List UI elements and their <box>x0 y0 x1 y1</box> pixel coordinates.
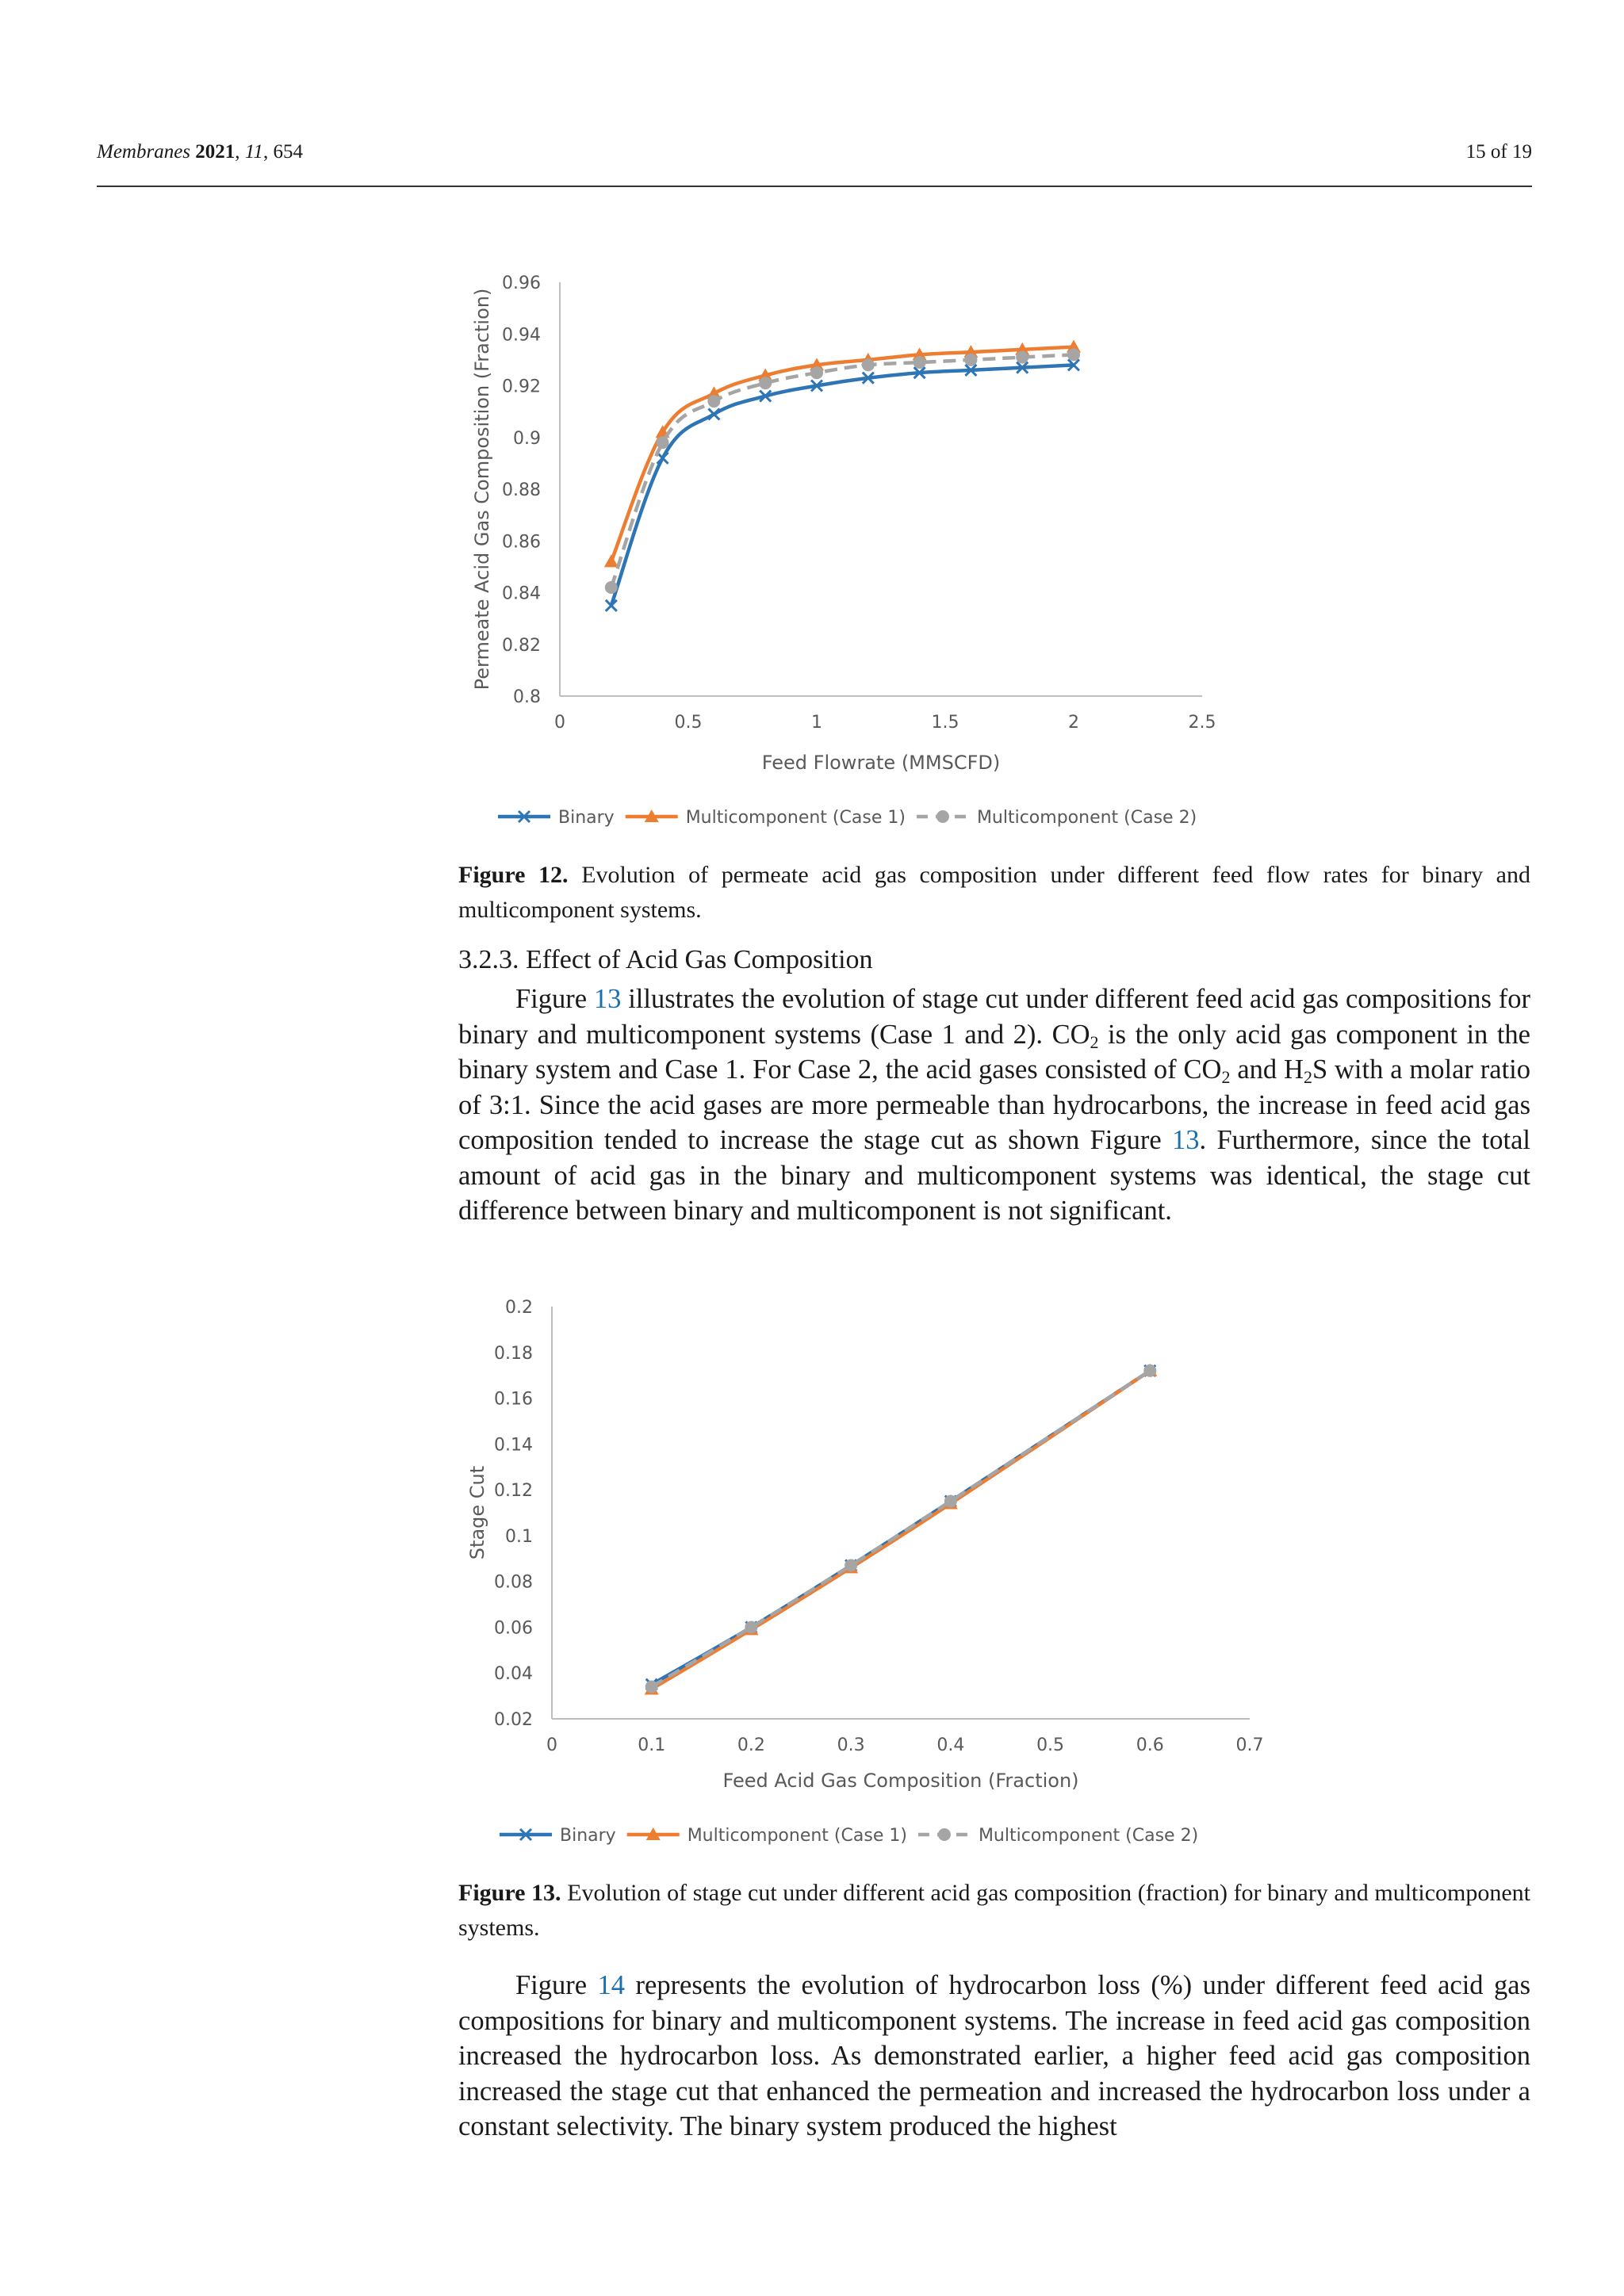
x-tick-label: 0.4 <box>936 1735 965 1755</box>
x-tick-label: 0 <box>554 713 565 733</box>
figure-12-svg <box>428 262 1269 840</box>
data-point <box>708 408 719 419</box>
legend-label: Multicomponent (Case 1) <box>687 1826 907 1846</box>
data-point <box>759 377 772 389</box>
figure-13-svg <box>428 1284 1269 1863</box>
section-heading: 3.2.3. Effect of Acid Gas Composition <box>458 945 873 974</box>
x-tick-label: 0.2 <box>737 1735 765 1755</box>
figure-13-link-2[interactable]: 13 <box>1172 1125 1200 1155</box>
data-point <box>944 1495 957 1508</box>
figure-12-caption <box>458 858 1530 928</box>
y-tick-label: 0.92 <box>502 377 541 397</box>
page-header <box>97 141 1532 187</box>
figure-14-link[interactable]: 14 <box>597 1970 626 2000</box>
y-tick-label: 0.16 <box>494 1389 533 1410</box>
figure-12-label: Figure 12. <box>458 862 569 888</box>
series-line <box>611 354 1074 587</box>
y-tick-label: 0.82 <box>502 635 541 656</box>
x-tick-label: 2 <box>1068 713 1079 733</box>
paragraph-1: Figure 13 illustrates the evolution of stage cut under different feed acid gas compositions for binary and multicomponent systems (Case 1 and 2). $CO_2$ is the only acid gas component in the binary system and Case 1. For Case 2, the acid gases consisted of $CO_2$ and $H_2S$ with a molar ratio of 3:1. Since the acid gases are more permeable than hydrocarbons, the increase in feed acid gas composition tended to increase the stage cut as shown Figure 13. Furthermore, since the total amount of acid gas in the binary and multicomponent systems was identical, the stage cut difference between binary and multicomponent is not significant. <box>458 984 1530 1226</box>
figure-13-caption <box>458 1876 1530 1946</box>
y-tick-label: 0.2 <box>505 1298 533 1318</box>
data-point <box>645 1681 658 1693</box>
y-tick-label: 0.88 <box>502 480 541 500</box>
data-point <box>845 1559 857 1571</box>
x-tick-label: 1.5 <box>931 713 959 733</box>
y-tick-label: 0.06 <box>494 1618 533 1639</box>
y-tick-label: 0.84 <box>502 584 541 604</box>
figure-13-chart <box>428 1284 1269 1863</box>
legend-label: Multicomponent (Case 2) <box>976 808 1197 828</box>
figure-13-label: Figure 13. <box>458 1880 561 1906</box>
x-axis-title: Feed Acid Gas Composition (Fraction) <box>722 1770 1079 1792</box>
figure-13-caption-text: Evolution of stage cut under different acid gas composition (fraction) for binary and multicomponent systems. <box>458 1880 1531 1941</box>
y-axis-title: Stage Cut <box>466 1465 488 1560</box>
y-tick-label: 0.04 <box>494 1664 533 1685</box>
paragraph-2: Figure 14 represents the evolution of hydrocarbon loss (%) under different feed acid gas compositions for binary and multicomponent systems. The increase in feed acid gas composition increased the hydrocarbon loss. As demonstrated earlier, a higher feed acid gas composition increased the stage cut that enhanced the permeation and increased the hydrocarbon loss under a constant selectivity. The binary system produced the highest <box>458 1970 1530 2141</box>
x-tick-label: 0.7 <box>1235 1735 1264 1755</box>
legend-marker <box>936 810 949 823</box>
x-tick-label: 1 <box>811 713 822 733</box>
series-line <box>611 347 1074 562</box>
series-line <box>652 1371 1151 1687</box>
data-point <box>604 554 619 567</box>
y-tick-label: 0.9 <box>513 428 541 449</box>
x-tick-label: 0.3 <box>837 1735 865 1755</box>
x-tick-label: 0.6 <box>1136 1735 1164 1755</box>
y-tick-label: 0.18 <box>494 1343 533 1364</box>
data-point <box>745 1621 757 1633</box>
y-tick-label: 0.96 <box>502 274 541 293</box>
y-tick-label: 0.14 <box>494 1435 533 1456</box>
figure-13-link[interactable]: 13 <box>593 984 622 1014</box>
data-point <box>657 436 669 449</box>
x-tick-label: 0.5 <box>674 713 703 733</box>
y-tick-label: 0.8 <box>513 687 541 707</box>
y-tick-label: 0.08 <box>494 1572 533 1593</box>
data-point <box>1016 351 1028 364</box>
legend-marker <box>938 1828 951 1841</box>
x-tick-label: 0 <box>546 1735 557 1755</box>
data-point <box>707 395 720 408</box>
y-tick-label: 0.86 <box>502 532 541 553</box>
data-point <box>605 581 618 594</box>
page-number: 15 of 19 <box>1465 141 1532 163</box>
legend-label: Multicomponent (Case 2) <box>978 1826 1199 1846</box>
x-tick-label: 0.5 <box>1036 1735 1065 1755</box>
data-point <box>810 366 823 379</box>
x-tick-label: 0.1 <box>638 1735 666 1755</box>
data-point <box>1143 1364 1156 1377</box>
figure-12-caption-text: Evolution of permeate acid gas composition under different feed flow rates for binary and multicomponent systems. <box>458 862 1531 923</box>
legend-label: Binary <box>560 1826 616 1846</box>
journal-citation: Membranes 2021, 11, 654 <box>97 141 303 163</box>
y-tick-label: 0.12 <box>494 1481 533 1502</box>
legend-label: Binary <box>558 808 615 828</box>
data-point <box>914 356 926 369</box>
y-axis-title: Permeate Acid Gas Composition (Fraction) <box>471 288 493 691</box>
y-tick-label: 0.94 <box>502 325 541 346</box>
data-point <box>862 358 875 371</box>
y-tick-label: 0.02 <box>494 1710 533 1730</box>
data-point <box>964 354 977 366</box>
legend-label: Multicomponent (Case 1) <box>685 808 906 828</box>
figure-12-chart <box>428 262 1269 840</box>
x-axis-title: Feed Flowrate (MMSCFD) <box>761 752 1001 774</box>
y-tick-label: 0.1 <box>505 1526 533 1547</box>
x-tick-label: 2.5 <box>1188 713 1216 733</box>
data-point <box>1067 348 1080 361</box>
series-line <box>611 365 1074 605</box>
